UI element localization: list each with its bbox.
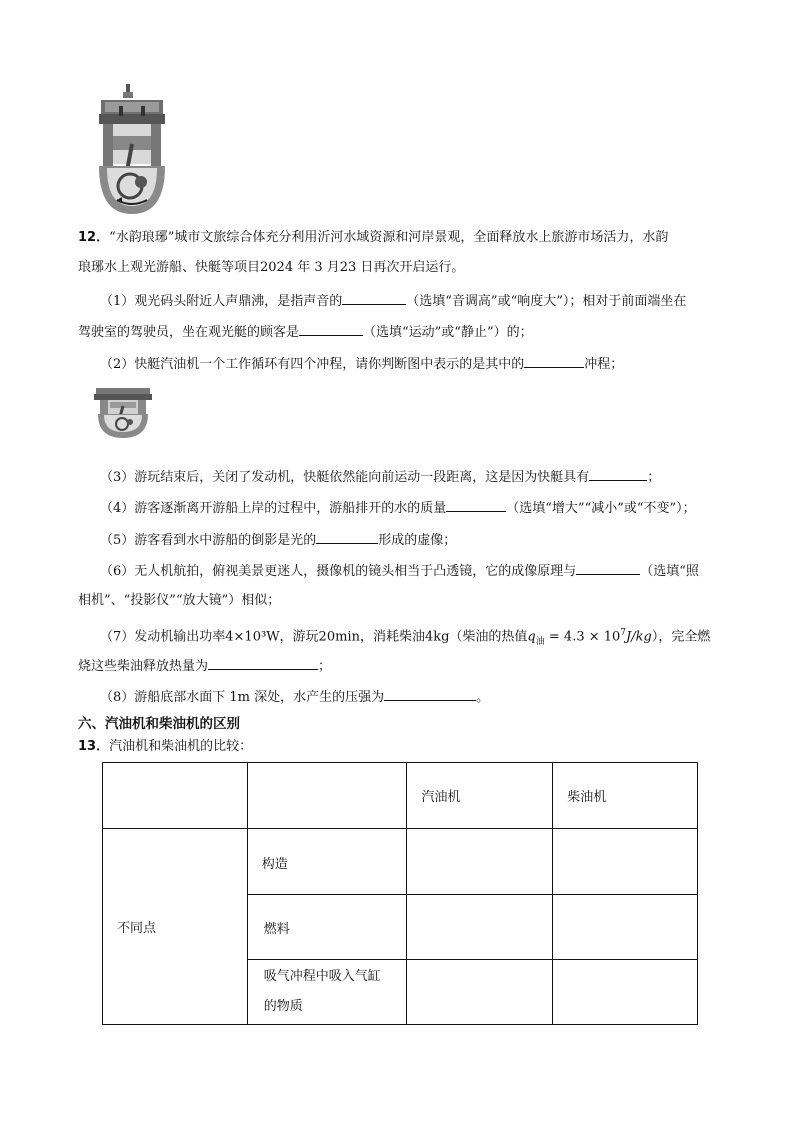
q12-p1-text-b: （选填“音调高”或“响度大”）；相对于前面端坐在 bbox=[406, 294, 687, 309]
heat-value-exponent: 7 bbox=[620, 628, 627, 638]
q12-p7-text-d: ； bbox=[318, 659, 332, 674]
answer-blank-8[interactable] bbox=[208, 655, 318, 670]
q12-number: 12． bbox=[78, 230, 110, 245]
q13-stem bbox=[78, 737, 252, 757]
heat-value-subscript: 油 bbox=[535, 636, 545, 647]
engine-figure-small bbox=[92, 384, 154, 440]
q12-intro-text: “水韵琅琊”城市文旅综合体充分利用沂河水域资源和河岸景观，全面释放水上旅游市场活力，水韵 bbox=[109, 230, 669, 245]
q12-part7-line2 bbox=[78, 655, 331, 677]
q12-p2-text-a: （2）快艇汽油机一个工作循环有四个冲程，请你判断图中表示的是其中的 bbox=[100, 357, 525, 372]
answer-cell-fuel-gasoline[interactable] bbox=[407, 895, 553, 960]
q12-part8 bbox=[100, 686, 489, 708]
table-header-row bbox=[103, 763, 698, 829]
row-label-intake-line2: 的物质 bbox=[263, 999, 303, 1014]
comparison-table bbox=[102, 762, 698, 1025]
q12-part1-line2 bbox=[78, 321, 533, 343]
q12-p7-text-c: 烧这些柴油释放热量为 bbox=[78, 659, 209, 674]
group-differences: 不同点 bbox=[103, 829, 248, 1025]
q12-part6-line2: 相机”、“投影仪”“放大镜”）相似； bbox=[78, 593, 281, 608]
q12-p5-text-a: （5）游客看到水中游船的倒影是光的 bbox=[100, 533, 317, 548]
q12-p2-text-b: 冲程； bbox=[584, 357, 624, 372]
q12-p3-text-b: ； bbox=[647, 470, 661, 485]
answer-cell-fuel-diesel[interactable] bbox=[553, 895, 698, 960]
answer-blank-1[interactable] bbox=[342, 290, 406, 305]
q12-intro-line1 bbox=[78, 228, 668, 248]
q13-text: 汽油机和柴油机的比较： bbox=[109, 739, 253, 754]
header-diesel-engine: 柴油机 bbox=[553, 763, 698, 829]
table-row bbox=[103, 829, 698, 895]
heat-value-number: = 4.3 × 10 bbox=[544, 629, 621, 645]
q12-p6-text-a: （6）无人机航拍，俯视美景更迷人，摄像机的镜头相当于凸透镜，它的成像原理与 bbox=[100, 564, 577, 579]
q12-p1-text-c: 驾驶室的驾驶员，坐在观光艇的顾客是 bbox=[78, 325, 300, 340]
q12-p4-text-a: （4）游客逐渐离开游船上岸的过程中，游船排开的水的质量 bbox=[100, 501, 447, 516]
q12-p8-text-a: （8）游船底部水面下 1m 深处，水产生的压强为 bbox=[100, 690, 385, 705]
header-gasoline-engine: 汽油机 bbox=[407, 763, 553, 829]
q12-p5-text-b: 形成的虚像； bbox=[378, 533, 457, 548]
q12-p8-text-b: 。 bbox=[476, 690, 490, 705]
q12-part2 bbox=[100, 353, 623, 375]
q12-p4-text-b: （选填“增大”“减小”或“不变”）； bbox=[506, 501, 696, 516]
answer-cell-intake-diesel[interactable] bbox=[553, 960, 698, 1025]
row-label-fuel: 燃料 bbox=[247, 895, 407, 960]
answer-blank-5[interactable] bbox=[446, 497, 506, 512]
q12-part4 bbox=[100, 497, 696, 519]
row-label-intake bbox=[247, 960, 407, 1025]
q12-part3 bbox=[100, 466, 660, 488]
engine-figure-top bbox=[95, 82, 169, 218]
answer-blank-3[interactable] bbox=[524, 353, 584, 368]
answer-blank-6[interactable] bbox=[316, 529, 378, 544]
heat-value-symbol: q bbox=[527, 629, 536, 645]
q12-part6-line1 bbox=[100, 560, 699, 582]
q12-p7-text-a: （7）发动机输出功率4×10³W，游玩20min，消耗柴油4kg（柴油的热值 bbox=[100, 629, 528, 645]
table-cell-empty bbox=[247, 763, 407, 829]
answer-cell-structure-gasoline[interactable] bbox=[407, 829, 553, 895]
answer-blank-9[interactable] bbox=[384, 686, 476, 701]
q12-part5 bbox=[100, 529, 456, 551]
answer-blank-2[interactable] bbox=[299, 321, 363, 336]
q12-p6-text-b: （选填“照 bbox=[640, 564, 699, 579]
section-6-title: 六、汽油机和柴油机的区别 bbox=[78, 716, 240, 732]
heat-value-unit: J/kg bbox=[626, 629, 652, 645]
q12-p1-text-d: （选填“运动”或“静止”）的； bbox=[363, 325, 533, 340]
q12-part7-line1 bbox=[100, 623, 710, 652]
answer-blank-4[interactable] bbox=[589, 466, 647, 481]
q12-p1-text-a: （1）观光码头附近人声鼎沸，是指声音的 bbox=[100, 294, 343, 309]
table-cell-empty bbox=[103, 763, 248, 829]
q12-intro-line2: 琅琊水上观光游船、快艇等项目2024 年 3 月23 日再次开启运行。 bbox=[78, 260, 465, 275]
q13-number: 13． bbox=[78, 739, 110, 754]
q12-p3-text-a: （3）游玩结束后，关闭了发动机，快艇依然能向前运动一段距离，这是因为快艇具有 bbox=[100, 470, 590, 485]
row-label-structure: 构造 bbox=[247, 829, 407, 895]
q12-p7-text-b: ），完全燃 bbox=[651, 629, 711, 645]
q12-part1-line1 bbox=[100, 290, 686, 312]
answer-cell-intake-gasoline[interactable] bbox=[407, 960, 553, 1025]
row-label-intake-line1: 吸气冲程中吸入气缸 bbox=[263, 969, 381, 984]
answer-blank-7[interactable] bbox=[576, 560, 640, 575]
answer-cell-structure-diesel[interactable] bbox=[553, 829, 698, 895]
